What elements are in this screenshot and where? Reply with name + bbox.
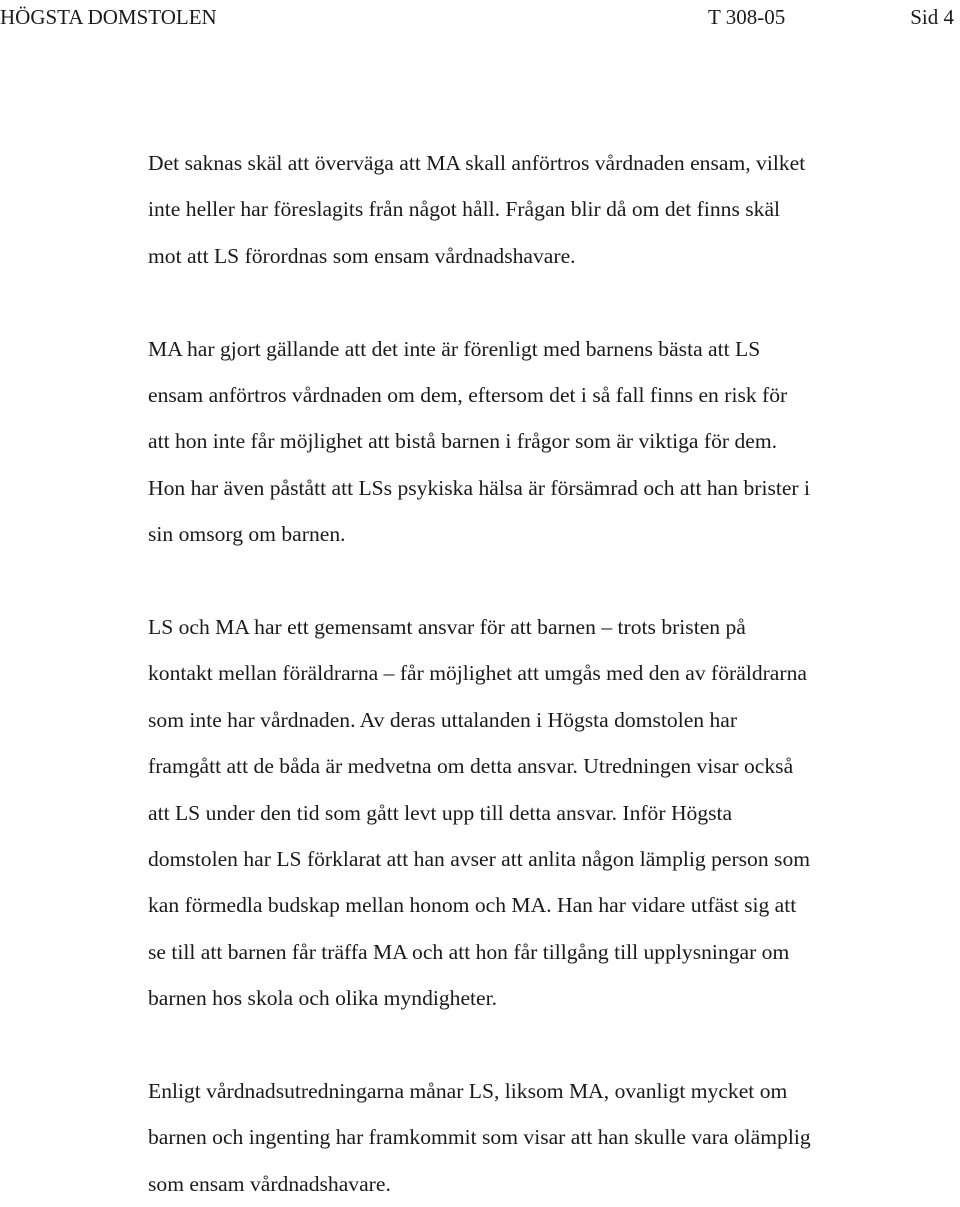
text-line: MA har gjort gällande att det inte är förenligt med barnens bästa att LS xyxy=(148,336,761,361)
text-line: kan förmedla budskap mellan honom och MA. Han har vidare utfäst sig att xyxy=(148,893,797,918)
text-line: Det saknas skäl att överväga att MA skall anförtros vårdnaden ensam, vilket xyxy=(148,151,806,175)
case-number: T 308-05 xyxy=(708,5,786,29)
text-line: framgått att de båda är medvetna om detta ansvar. Utredningen visar också xyxy=(148,754,794,779)
paragraph xyxy=(148,1068,960,1207)
court-name: HÖGSTA DOMSTOLEN xyxy=(0,5,217,29)
text-line: se till att barnen får träffa MA och att hon får tillgång till upplysningar om xyxy=(148,939,790,964)
text-line: att LS under den tid som gått levt upp till detta ansvar. Inför Högsta xyxy=(148,800,733,825)
text-line: Enligt vårdnadsutredningarna månar LS, liksom MA, ovanligt mycket om xyxy=(148,1079,788,1104)
text-line: LS och MA har ett gemensamt ansvar för att barnen – trots bristen på xyxy=(148,615,746,640)
text-line: domstolen har LS förklarat att han avser att anlita någon lämplig person som xyxy=(148,847,811,872)
text-line: Hon har även påstått att LSs psykiska hälsa är försämrad och att han brister i xyxy=(148,475,811,500)
text-line: kontakt mellan föräldrarna – får möjlighet att umgås med den av föräldrarna xyxy=(148,661,807,686)
paragraph xyxy=(148,140,960,279)
page-number: Sid 4 xyxy=(910,5,954,29)
text-line: mot att LS förordnas som ensam vårdnadshavare. xyxy=(148,243,576,268)
document-body xyxy=(148,140,960,1207)
page-header xyxy=(0,3,954,31)
text-line: sin omsorg om barnen. xyxy=(148,522,346,547)
text-line: inte heller har föreslagits från något håll. Frågan blir då om det finns skäl xyxy=(148,197,781,222)
text-line: som inte har vårdnaden. Av deras uttalanden i Högsta domstolen har xyxy=(148,707,738,732)
text-line: barnen hos skola och olika myndigheter. xyxy=(148,986,498,1011)
text-line: barnen och ingenting har framkommit som visar att han skulle vara olämplig xyxy=(148,1125,811,1150)
text-line: ensam anförtros vårdnaden om dem, eftersom det i så fall finns en risk för xyxy=(148,383,788,408)
paragraph xyxy=(148,604,960,1022)
text-line: som ensam vårdnadshavare. xyxy=(148,1171,391,1196)
paragraph xyxy=(148,326,960,558)
text-line: att hon inte får möjlighet att bistå barnen i frågor som är viktiga för dem. xyxy=(148,429,778,454)
